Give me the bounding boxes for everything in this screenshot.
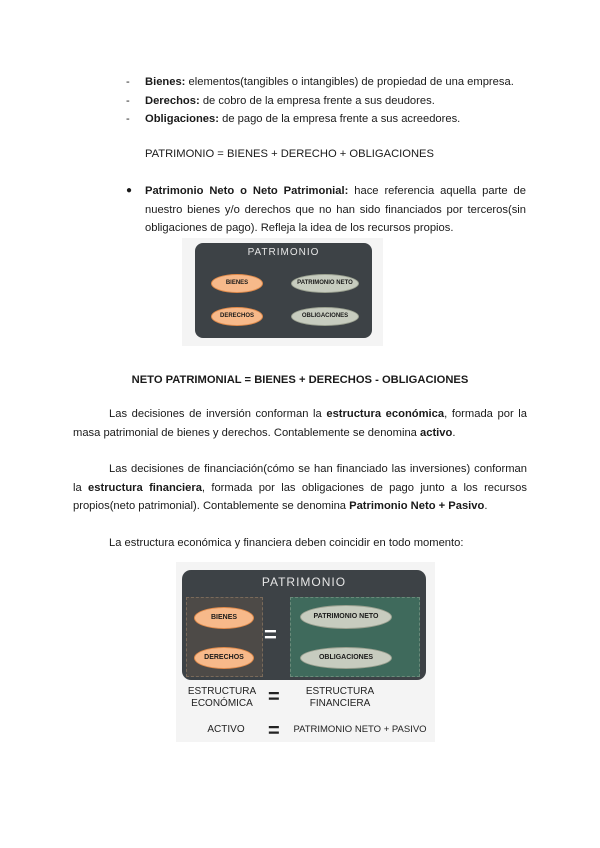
bullet-body: hace referencia aquella parte de nuestro bienes y/o derechos que no han sido financiados por terceros(sin obligaciones de pago). Refleja la idea de los recursos propios. — [145, 185, 526, 234]
dash-marker: - — [126, 113, 130, 125]
text-run: , formada por la masa patrimonial de bienes y derechos. Contablemente se denomina — [73, 408, 527, 439]
activo-label: ACTIVO — [207, 724, 245, 735]
patrimonio-neto-pill: PATRIMONIO NETO — [291, 274, 359, 293]
formula-neto-patrimonial: NETO PATRIMONIAL = BIENES + DERECHOS - OBLIGACIONES — [131, 374, 469, 386]
equals-sign: = — [268, 720, 280, 742]
estructura-economica-term: estructura económica — [326, 408, 445, 420]
bullet-dot-icon: ● — [126, 185, 133, 196]
text-run: . — [452, 426, 456, 439]
definition-text: de cobro de la empresa frente a sus deudores. — [199, 94, 435, 107]
formula-patrimonio: PATRIMONIO = BIENES + DERECHO + OBLIGACIONES — [145, 148, 434, 160]
pn-pasivo-label: PATRIMONIO NETO + PASIVO — [293, 724, 427, 735]
bienes-pill: BIENES — [194, 607, 254, 629]
estructura-diagram — [176, 562, 435, 742]
patrimonio-neto-pill: PATRIMONIO NETO — [300, 605, 392, 629]
obligaciones-pill: OBLIGACIONES — [300, 647, 392, 669]
definition-derechos — [126, 92, 546, 111]
estructura-financiera-term: estructura financiera — [88, 481, 202, 494]
diagram-title: PATRIMONIO — [261, 575, 347, 589]
dash-marker: - — [126, 76, 130, 88]
definition-obligaciones — [126, 110, 546, 129]
derechos-pill: DERECHOS — [194, 647, 254, 669]
paragraph-inversion — [73, 405, 527, 442]
dash-marker: - — [126, 94, 130, 107]
obligaciones-pill: OBLIGACIONES — [291, 307, 359, 326]
definition-text: de pago de la empresa frente a sus acreedores. — [218, 113, 461, 125]
text-run: Las decisiones de inversión conforman la — [109, 408, 327, 420]
text-run: . — [484, 500, 488, 512]
text-run: Las decisiones de financiación(cómo se han financiado las inversiones) conforman la — [73, 463, 527, 494]
estructura-financiera-label: ESTRUCTURA FINANCIERA — [305, 686, 375, 709]
definition-term: Obligaciones: — [145, 113, 219, 125]
equals-sign: = — [264, 622, 277, 647]
diagram-frame — [195, 243, 372, 338]
paragraph-financiacion — [73, 460, 527, 516]
definition-term: Bienes: — [145, 76, 186, 88]
equals-sign: = — [268, 686, 280, 708]
diagram-frame — [182, 570, 426, 680]
derechos-pill: DERECHOS — [211, 307, 263, 326]
definition-term: Derechos: — [145, 94, 200, 107]
estructura-economica-label: ESTRUCTURA ECONÓMICA — [187, 686, 257, 709]
bienes-pill: BIENES — [211, 274, 263, 293]
paragraph-coincidir: La estructura económica y financiera deben coincidir en todo momento: — [109, 537, 464, 549]
bullet-patrimonio-neto — [126, 182, 526, 238]
patrimonio-diagram — [182, 238, 383, 346]
text-run: , formada por las obligaciones de pago junto a los recursos propios(neto patrimonial). Contablemente se denomina — [73, 481, 527, 512]
definition-text: elementos(tangibles o intangibles) de propiedad de una empresa. — [185, 76, 514, 88]
diagram-title: PATRIMONIO — [247, 247, 320, 258]
bullet-term: Patrimonio Neto o Neto Patrimonial: — [145, 185, 349, 197]
pn-pasivo-term: Patrimonio Neto + Pasivo — [349, 500, 485, 512]
bullet-text — [145, 182, 526, 238]
definition-bienes — [126, 73, 546, 92]
activo-term: activo — [420, 426, 453, 439]
definition-list — [126, 73, 546, 129]
